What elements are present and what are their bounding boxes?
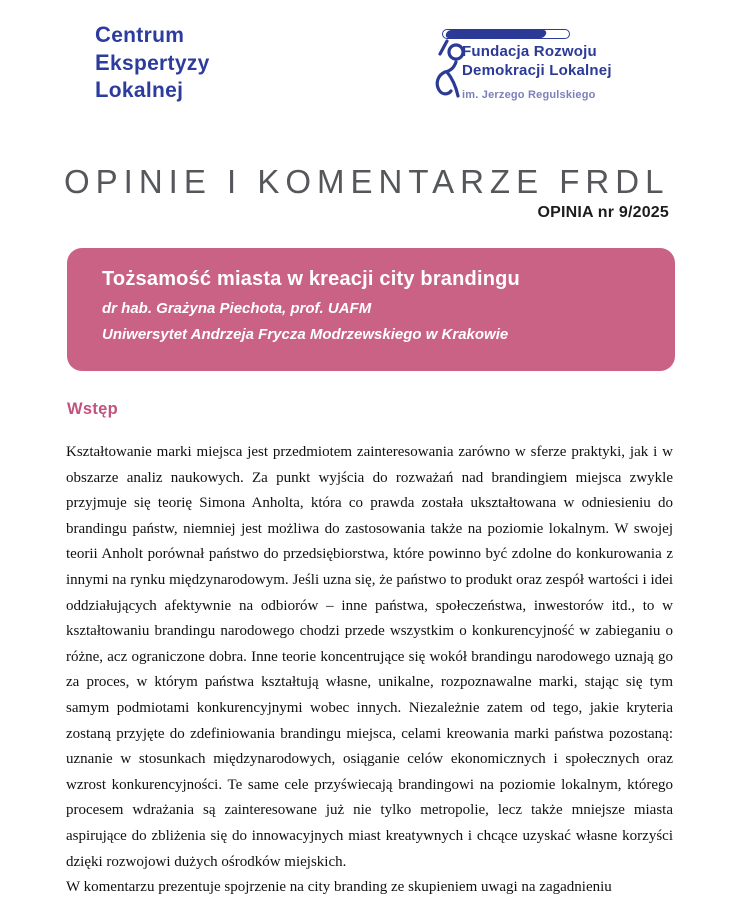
article-title: Tożsamość miasta w kreacji city brandingu xyxy=(102,268,520,290)
cel-rest: okalnej xyxy=(108,79,184,102)
cel-logo-line xyxy=(95,77,210,105)
frdl-name-line2: Demokracji Lokalnej xyxy=(462,61,612,79)
section-heading: Wstęp xyxy=(67,400,118,418)
frdl-logo-text xyxy=(462,43,612,105)
frdl-name-line1: Fundacja Rozwoju xyxy=(462,43,597,60)
frdl-bar-fill xyxy=(445,30,548,38)
cel-rest: entrum xyxy=(111,24,185,47)
article-affiliation: Uniwersytet Andrzeja Frycza Modrzewskiego w Krakowie xyxy=(102,326,509,343)
paragraph: W komentarzu prezentuje spojrzenie na city branding ze skupieniem uwagi na zagadnieniu xyxy=(66,879,612,896)
cel-initial: L xyxy=(95,77,109,102)
article-author: dr hab. Grażyna Piechota, prof. UAFM xyxy=(102,300,372,317)
cel-logo-line xyxy=(95,22,210,50)
cel-initial: E xyxy=(95,49,110,75)
masthead-title: OPINIE I KOMENTARZE FRDL xyxy=(64,163,670,200)
cel-logo-line xyxy=(95,50,210,78)
cel-initial: C xyxy=(95,22,112,47)
article-body xyxy=(66,440,673,901)
paragraph: Kształtowanie marki miejsca jest przedmiotem zainteresowania zarówno w sferze praktyki, jak i w obszarze analiz naukowych. Za punkt wyjścia do rozważań nad brandingiem miejsca zwykle przyjmuje się teorię Simona Anholta, która co prawda została ukształtowana w odniesieniu do brandingu państw, niemniej jest możliwa do zastosowania także na poziomie lokalnym. W swojej teorii Anholt porównał państwo do przedsiębiorstwa, które powinno być zdolne do konkurowania z innymi na rynku międzynarodowym. Jeśli uzna się, że państwo to produkt oraz zespół wartości i idei oddziałujących afektywnie na odbiorów – inne państwa, społeczeństwa, inwestorów itd., to w kształtowaniu brandingu narodowego chodzi przede wszystkim o konkurencyjność w zabieganiu o różne, acz ograniczone dobra. Inne teorie koncentrujące się wokół brandingu narodowego uznają go za proces, w którym państwa kształtują własne, unikalne, rozpoznawalne marki, stając się tym samym podmiotami konkurencyjnymi wobec innych. Niezależnie zatem od tego, jakie kryteria zostaną przyjęte do zdefiniowania brandingu miejsca, celami kreowania marki państwa pozostaną: uznanie w stosunkach międzynarodowych, osiąganie celów ekonomicznych i społecznych oraz wzrost konkurencyjności. Te same cele przyświecają brandingowi na poziomie lokalnym, którego procesem wdrażania są zainteresowane już nie tylko metropolie, lecz także mniejsze miasta aspirujące do zbliżenia się do innowacyjnych miast kreatywnych i chcące uzyskać własne korzyści dzięki rozwojowi dużych ośrodków miejskich. xyxy=(66,444,673,870)
cel-logo xyxy=(95,22,210,105)
frdl-subtitle: im. Jerzego Regulskiego xyxy=(462,89,596,101)
frdl-logo xyxy=(420,27,680,113)
cel-rest: kspertyzy xyxy=(109,51,210,75)
article-banner xyxy=(67,248,675,371)
issue-number: OPINIA nr 9/2025 xyxy=(537,204,669,221)
frdl-bar-icon xyxy=(442,29,570,39)
